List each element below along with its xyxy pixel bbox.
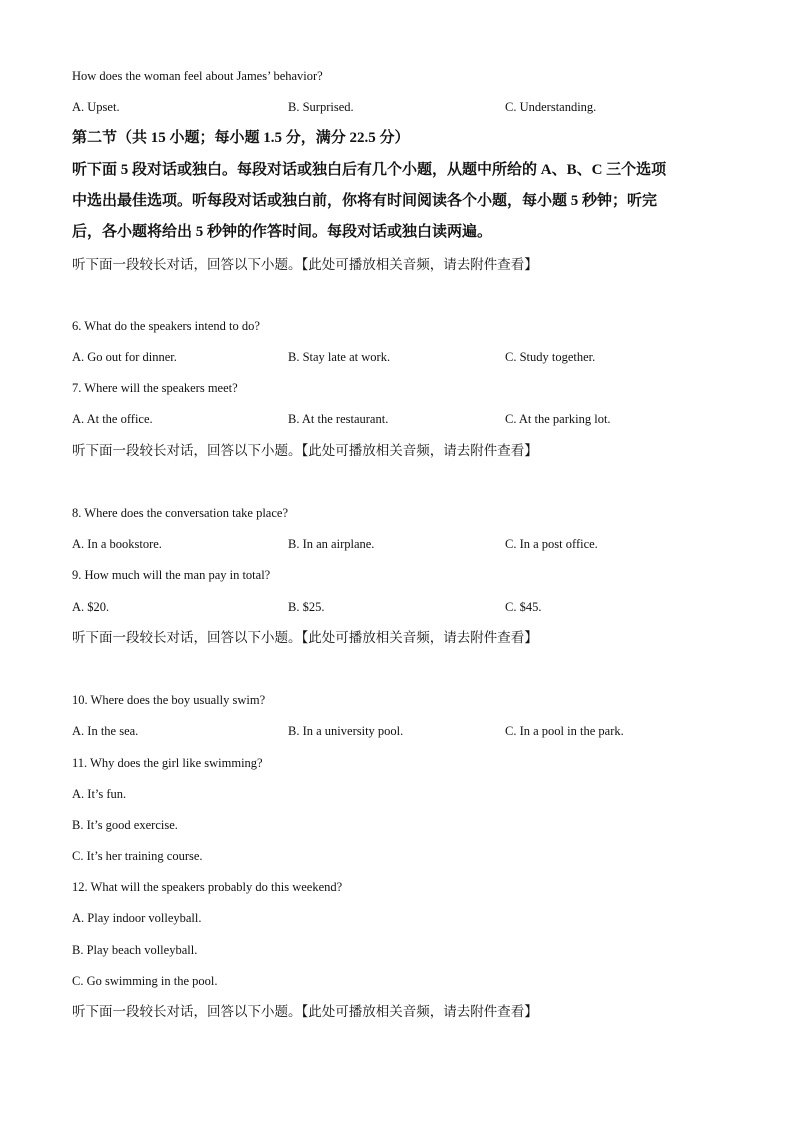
question-10-option-b: B. In a university pool. <box>288 724 404 738</box>
question-12-option-a: A. Play indoor volleyball. <box>72 911 202 925</box>
question-5-option-b: B. Surprised. <box>288 100 354 114</box>
section-2-instruction-line-3: 后，各小题将给出 5 秒钟的作答时间。每段对话或独白读两遍。 <box>72 224 493 240</box>
audio-notice: 听下面一段较长对话，回答以下小题。【此处可播放相关音频，请去附件查看】 <box>72 1004 538 1020</box>
question-9-stem: 9. How much will the man pay in total? <box>72 568 271 582</box>
question-11-option-b: B. It’s good exercise. <box>72 818 178 832</box>
question-10-stem: 10. Where does the boy usually swim? <box>72 693 266 707</box>
question-10-option-a: A. In the sea. <box>72 724 139 738</box>
question-6-option-a: A. Go out for dinner. <box>72 350 177 364</box>
question-6-option-b: B. Stay late at work. <box>288 350 391 364</box>
question-5-option-a: A. Upset. <box>72 100 120 114</box>
section-2-instruction-line-1: 听下面 5 段对话或独白。每段对话或独白后有几个小题，从题中所给的 A、B、C 三个选项 <box>72 162 667 178</box>
question-8-option-c: C. In a post office. <box>505 537 598 551</box>
question-8-stem: 8. Where does the conversation take place? <box>72 506 288 520</box>
question-8-option-b: B. In an airplane. <box>288 537 375 551</box>
question-7-option-b: B. At the restaurant. <box>288 412 389 426</box>
question-5-option-c: C. Understanding. <box>505 100 597 114</box>
audio-notice: 听下面一段较长对话，回答以下小题。【此处可播放相关音频，请去附件查看】 <box>72 443 538 459</box>
question-12-stem: 12. What will the speakers probably do this weekend? <box>72 880 343 894</box>
question-5-stem: How does the woman feel about James’ behavior? <box>72 69 323 83</box>
question-9-option-a: A. $20. <box>72 600 110 614</box>
section-2-instruction-line-2: 中选出最佳选项。听每段对话或独白前，你将有时间阅读各个小题，每小题 5 秒钟；听完 <box>72 193 658 209</box>
question-8-option-a: A. In a bookstore. <box>72 537 162 551</box>
question-9-option-c: C. $45. <box>505 600 542 614</box>
question-7-option-c: C. At the parking lot. <box>505 412 611 426</box>
question-12-option-c: C. Go swimming in the pool. <box>72 974 218 988</box>
question-7-stem: 7. Where will the speakers meet? <box>72 381 238 395</box>
audio-notice: 听下面一段较长对话，回答以下小题。【此处可播放相关音频，请去附件查看】 <box>72 257 538 273</box>
question-12-option-b: B. Play beach volleyball. <box>72 943 198 957</box>
question-6-stem: 6. What do the speakers intend to do? <box>72 319 260 333</box>
question-11-stem: 11. Why does the girl like swimming? <box>72 756 263 770</box>
question-11-option-c: C. It’s her training course. <box>72 849 203 863</box>
section-2-title: 第二节（共 15 小题；每小题 1.5 分，满分 22.5 分） <box>72 130 410 146</box>
question-9-option-b: B. $25. <box>288 600 325 614</box>
question-6-option-c: C. Study together. <box>505 350 596 364</box>
audio-notice: 听下面一段较长对话，回答以下小题。【此处可播放相关音频，请去附件查看】 <box>72 630 538 646</box>
question-7-option-a: A. At the office. <box>72 412 153 426</box>
question-10-option-c: C. In a pool in the park. <box>505 724 624 738</box>
question-11-option-a: A. It’s fun. <box>72 787 127 801</box>
